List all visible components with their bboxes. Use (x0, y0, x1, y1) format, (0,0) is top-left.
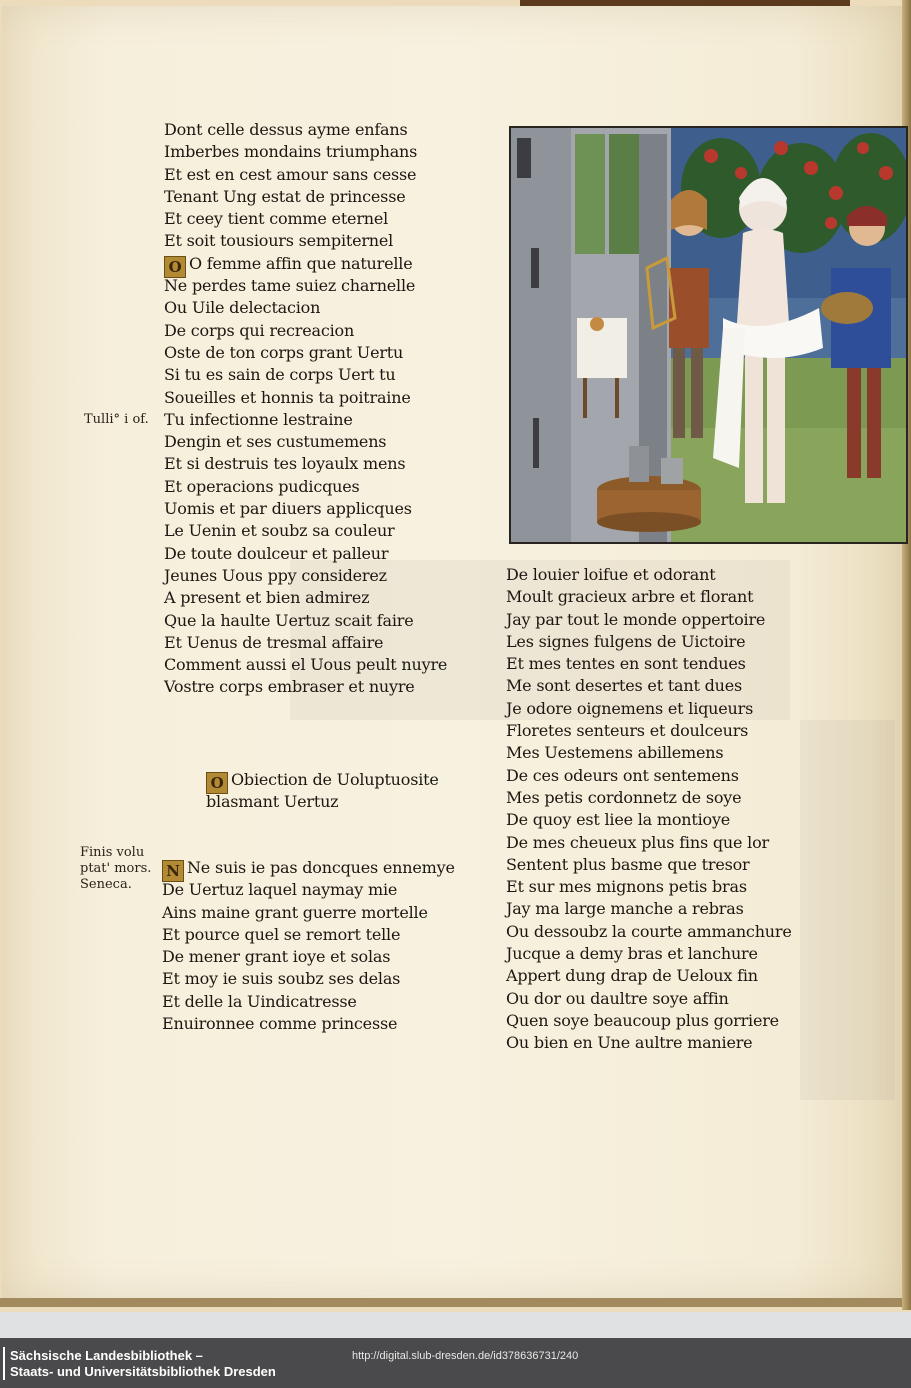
verse-line: Dengin et ses custumemens (164, 432, 387, 452)
verse-line: De quoy est liee la montioye (506, 810, 731, 830)
verse-line: Oste de ton corps grant Uertu (164, 342, 404, 362)
margin-note-line: ptat' mors. (80, 861, 152, 876)
verse-line: Et pource quel se remort telle (162, 924, 401, 944)
verse-line: Et delle la Uindicatresse (162, 991, 357, 1011)
verse-line: Uomis et par diuers applicques (164, 499, 412, 519)
verse-line: Jucque a demy bras et lanchure (506, 944, 758, 964)
verse-line: Jeunes Uous ppy considerez (164, 565, 387, 585)
verse-line: Enuironnee comme princesse (162, 1014, 398, 1034)
verse-line: Floretes senteurs et doulceurs (506, 721, 749, 741)
verse-line: Et moy ie suis soubz ses delas (162, 969, 401, 989)
verse-text: O femme affin que naturelle (189, 253, 413, 273)
verse-line: Et est en cest amour sans cesse (164, 164, 417, 184)
verse-line: De corps qui recreacion (164, 320, 355, 340)
institution-line: Sächsische Landesbibliothek – (10, 1348, 203, 1363)
verse-text: Ne suis ie pas doncques ennemye (187, 858, 455, 877)
verse-line: De mener grant ioye et solas (162, 947, 391, 967)
margin-note-finis (80, 845, 151, 893)
verse-line: Tu infectionne lestraine (164, 409, 353, 429)
verse-line: Et ceey tient comme eternel (164, 209, 389, 229)
margin-note-line: Seneca. (80, 877, 132, 892)
verse-line: Soueilles et honnis ta poitraine (164, 387, 411, 407)
illuminated-initial: N (162, 860, 184, 882)
verse-line (162, 857, 455, 879)
library-footer (0, 1338, 911, 1388)
verse-line: A present et bien admirez (164, 588, 370, 608)
verse-line: Vostre corps embraser et nuyre (164, 677, 415, 697)
verse-line: Et si destruis tes loyaulx mens (164, 454, 406, 474)
margin-note-tulli: Tulli° i of. (84, 412, 149, 427)
verse-line: De mes cheueux plus fins que lor (506, 832, 769, 852)
top-binding-edge (520, 0, 850, 6)
verse-line: Quen soye beaucoup plus gorriere (506, 1010, 779, 1030)
verse-line: Je odore oignemens et liqueurs (506, 698, 754, 718)
bottom-binding-edge (0, 1298, 911, 1307)
verse-line: Moult gracieux arbre et florant (506, 587, 754, 607)
verse-line: Mes Uestemens abillemens (506, 743, 724, 763)
verse-line: De Uertuz laquel naymay mie (162, 880, 398, 900)
verse-line: Me sont desertes et tant dues (506, 676, 743, 696)
verse-line: Tenant Ung estat de princesse (164, 186, 406, 206)
verse-line: Si tu es sain de corps Uert tu (164, 365, 396, 385)
verse-line: Le Uenin et soubz sa couleur (164, 521, 395, 541)
verse-line: Ou dor ou daultre soye affin (506, 988, 729, 1008)
miniature-illustration (509, 126, 908, 544)
verse-line: Et Uenus de tresmal affaire (164, 632, 384, 652)
verse-line: Que la haulte Uertuz scait faire (164, 610, 414, 630)
verse-line: Mes petis cordonnetz de soye (506, 787, 742, 807)
section-heading (206, 769, 439, 814)
verse-line: Ou Uile delectacion (164, 298, 321, 318)
margin-note-line: Finis volu (80, 845, 145, 860)
right-column (506, 564, 792, 1055)
heading-line (206, 769, 439, 791)
institution-name (10, 1348, 276, 1380)
permalink-url[interactable]: http://digital.slub-dresden.de/id378636731/240 (352, 1350, 579, 1362)
show-through (800, 720, 895, 1100)
heading-line: blasmant Uertuz (206, 792, 339, 812)
verse-line: Et sur mes mignons petis bras (506, 877, 747, 897)
verse-line: Appert dung drap de Ueloux fin (506, 966, 758, 986)
heading-text: Obiection de Uoluptuosite (231, 770, 439, 789)
illuminated-initial: O (164, 256, 186, 278)
footer-accent-bar (3, 1347, 5, 1380)
verse-line: Et soit tousiours sempiternel (164, 231, 394, 251)
verse-line: Dont celle dessus ayme enfans (164, 120, 408, 139)
verse-line: Ou dessoubz la courte ammanchure (506, 921, 792, 941)
verse-line: Ne perdes tame suiez charnelle (164, 276, 416, 296)
verse-line: Jay par tout le monde oppertoire (506, 609, 766, 629)
verse-line (164, 253, 447, 275)
verse-line: Les signes fulgens de Uictoire (506, 631, 746, 651)
left-column-top (164, 119, 447, 699)
verse-line: Comment aussi el Uous peult nuyre (164, 655, 448, 675)
illuminated-initial: O (206, 772, 228, 794)
left-column-bottom (162, 857, 455, 1035)
verse-line: De louier loifue et odorant (506, 565, 716, 584)
verse-line: Ains maine grant guerre mortelle (162, 902, 428, 922)
verse-line: De toute doulceur et palleur (164, 543, 389, 563)
institution-line: Staats- und Universitätsbibliothek Dresden (10, 1364, 276, 1379)
verse-line: Sentent plus basme que tresor (506, 854, 750, 874)
verse-line: Ou bien en Une aultre maniere (506, 1033, 753, 1053)
verse-line: Jay ma large manche a rebras (506, 899, 744, 919)
verse-line: Et operacions pudicques (164, 476, 360, 496)
verse-line: Imberbes mondains triumphans (164, 142, 418, 162)
verse-line: Et mes tentes en sont tendues (506, 654, 746, 674)
verse-line: De ces odeurs ont sentemens (506, 765, 739, 785)
